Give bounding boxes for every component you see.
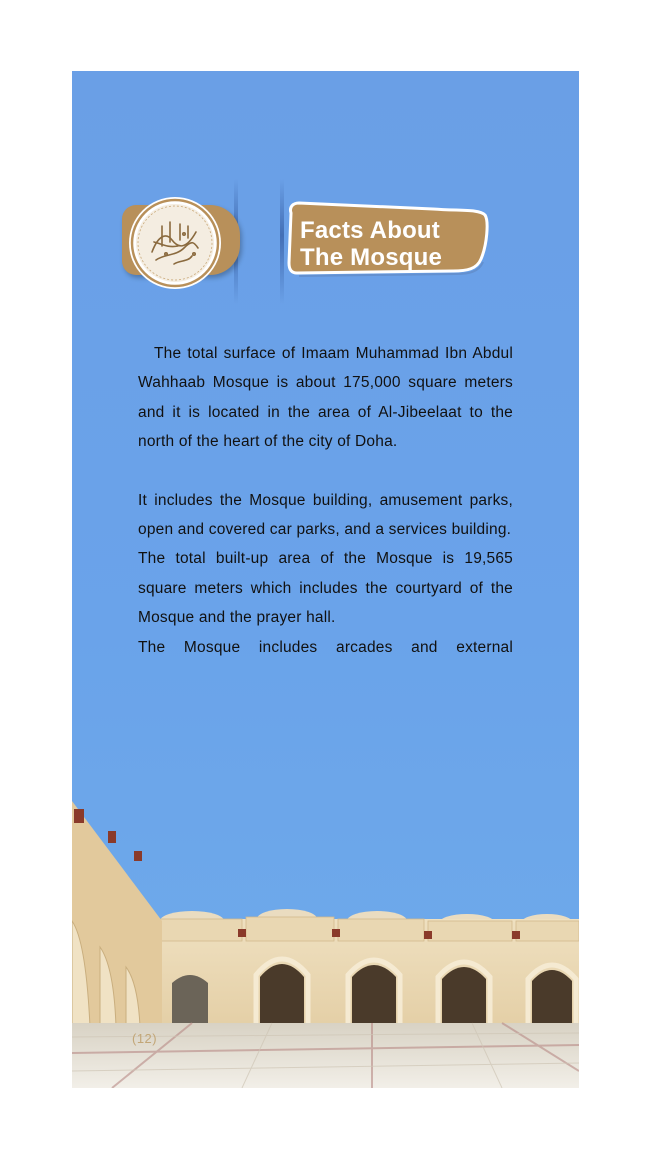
paragraph-1: The total surface of Imaam Muhammad Ibn Abdul Wahhaab Mosque is about 175,000 square meters and it is located in the area of Al-Jibeelaat to the north of the heart of the city of Doha. — [138, 345, 513, 451]
title-line-2: The Mosque — [300, 244, 443, 271]
paragraph-2: It includes the Mosque building, amusement parks, open and covered car parks, and a services building. — [138, 491, 513, 539]
page-title — [300, 217, 490, 271]
page-number: (12) — [132, 1031, 158, 1046]
brochure-page — [72, 71, 579, 1088]
body-text — [138, 339, 513, 662]
calligraphy-seal-icon — [128, 196, 222, 290]
paragraph-3: The total built-up area of the Mosque is 19,565 square meters which includes the courtyard of the Mosque and the prayer hall. — [138, 550, 513, 627]
title-line-1: Facts About — [300, 217, 440, 244]
paragraph-4: The Mosque includes arcades and external — [138, 638, 513, 656]
